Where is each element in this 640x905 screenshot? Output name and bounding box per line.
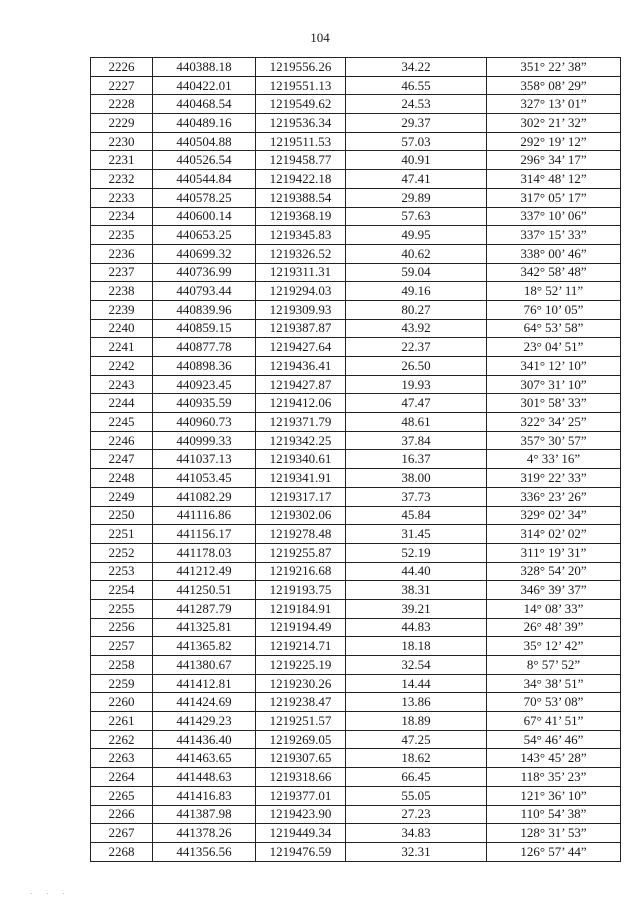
bearing-cell: 54° 46’ 46” (487, 730, 621, 749)
distance-cell: 43.92 (346, 319, 487, 338)
x-coordinate-cell: 440578.25 (153, 188, 256, 207)
x-coordinate-cell: 440935.59 (153, 394, 256, 413)
y-coordinate-cell: 1219326.52 (256, 244, 346, 263)
bearing-cell: 126° 57’ 44” (487, 842, 621, 861)
distance-cell: 45.84 (346, 506, 487, 525)
y-coordinate-cell: 1219387.87 (256, 319, 346, 338)
y-coordinate-cell: 1219377.01 (256, 786, 346, 805)
distance-cell: 44.40 (346, 562, 487, 581)
point-number-cell: 2267 (91, 824, 153, 843)
y-coordinate-cell: 1219345.83 (256, 226, 346, 245)
x-coordinate-cell: 440859.15 (153, 319, 256, 338)
distance-cell: 40.62 (346, 244, 487, 263)
bearing-cell: 322° 34’ 25” (487, 413, 621, 432)
x-coordinate-cell: 441416.83 (153, 786, 256, 805)
table-row (91, 599, 621, 618)
x-coordinate-cell: 440793.44 (153, 282, 256, 301)
x-coordinate-cell: 440898.36 (153, 357, 256, 376)
y-coordinate-cell: 1219556.26 (256, 58, 346, 77)
distance-cell: 57.03 (346, 132, 487, 151)
y-coordinate-cell: 1219230.26 (256, 674, 346, 693)
x-coordinate-cell: 440653.25 (153, 226, 256, 245)
point-number-cell: 2258 (91, 656, 153, 675)
point-number-cell: 2253 (91, 562, 153, 581)
y-coordinate-cell: 1219368.19 (256, 207, 346, 226)
point-number-cell: 2243 (91, 375, 153, 394)
bearing-cell: 70° 53’ 08” (487, 693, 621, 712)
y-coordinate-cell: 1219342.25 (256, 431, 346, 450)
distance-cell: 34.22 (346, 58, 487, 77)
distance-cell: 34.83 (346, 824, 487, 843)
point-number-cell: 2229 (91, 114, 153, 133)
distance-cell: 22.37 (346, 338, 487, 357)
y-coordinate-cell: 1219311.31 (256, 263, 346, 282)
x-coordinate-cell: 441082.29 (153, 487, 256, 506)
table-row (91, 842, 621, 861)
y-coordinate-cell: 1219309.93 (256, 300, 346, 319)
bearing-cell: 337° 10’ 06” (487, 207, 621, 226)
y-coordinate-cell: 1219194.49 (256, 618, 346, 637)
bearing-cell: 64° 53’ 58” (487, 319, 621, 338)
y-coordinate-cell: 1219269.05 (256, 730, 346, 749)
point-number-cell: 2246 (91, 431, 153, 450)
y-coordinate-cell: 1219255.87 (256, 543, 346, 562)
x-coordinate-cell: 441037.13 (153, 450, 256, 469)
bearing-cell: 314° 48’ 12” (487, 170, 621, 189)
table-row (91, 132, 621, 151)
y-coordinate-cell: 1219458.77 (256, 151, 346, 170)
bearing-cell: 329° 02’ 34” (487, 506, 621, 525)
point-number-cell: 2244 (91, 394, 153, 413)
table-row (91, 207, 621, 226)
bearing-cell: 128° 31’ 53” (487, 824, 621, 843)
distance-cell: 47.47 (346, 394, 487, 413)
table-row (91, 768, 621, 787)
bearing-cell: 336° 23’ 26” (487, 487, 621, 506)
y-coordinate-cell: 1219294.03 (256, 282, 346, 301)
table-row (91, 300, 621, 319)
table-row (91, 693, 621, 712)
table-row (91, 394, 621, 413)
y-coordinate-cell: 1219436.41 (256, 357, 346, 376)
bearing-cell: 34° 38’ 51” (487, 674, 621, 693)
bearing-cell: 143° 45’ 28” (487, 749, 621, 768)
distance-cell: 32.31 (346, 842, 487, 861)
table-row (91, 114, 621, 133)
x-coordinate-cell: 440504.88 (153, 132, 256, 151)
x-coordinate-cell: 441287.79 (153, 599, 256, 618)
bearing-cell: 76° 10’ 05” (487, 300, 621, 319)
point-number-cell: 2255 (91, 599, 153, 618)
table-row (91, 170, 621, 189)
point-number-cell: 2233 (91, 188, 153, 207)
table-row (91, 338, 621, 357)
x-coordinate-cell: 440923.45 (153, 375, 256, 394)
point-number-cell: 2234 (91, 207, 153, 226)
y-coordinate-cell: 1219340.61 (256, 450, 346, 469)
distance-cell: 14.44 (346, 674, 487, 693)
distance-cell: 47.41 (346, 170, 487, 189)
bearing-cell: 341° 12’ 10” (487, 357, 621, 376)
point-number-cell: 2266 (91, 805, 153, 824)
x-coordinate-cell: 440839.96 (153, 300, 256, 319)
table-row (91, 431, 621, 450)
table-row (91, 637, 621, 656)
distance-cell: 38.00 (346, 469, 487, 488)
table-row (91, 282, 621, 301)
point-number-cell: 2261 (91, 712, 153, 731)
point-number-cell: 2264 (91, 768, 153, 787)
point-number-cell: 2251 (91, 525, 153, 544)
y-coordinate-cell: 1219184.91 (256, 599, 346, 618)
table-row (91, 450, 621, 469)
table-row (91, 319, 621, 338)
y-coordinate-cell: 1219476.59 (256, 842, 346, 861)
bearing-cell: 14° 08’ 33” (487, 599, 621, 618)
y-coordinate-cell: 1219427.87 (256, 375, 346, 394)
distance-cell: 18.18 (346, 637, 487, 656)
bearing-cell: 314° 02’ 02” (487, 525, 621, 544)
point-number-cell: 2238 (91, 282, 153, 301)
bearing-cell: 296° 34’ 17” (487, 151, 621, 170)
x-coordinate-cell: 441325.81 (153, 618, 256, 637)
x-coordinate-cell: 441212.49 (153, 562, 256, 581)
y-coordinate-cell: 1219371.79 (256, 413, 346, 432)
distance-cell: 32.54 (346, 656, 487, 675)
table-row (91, 824, 621, 843)
y-coordinate-cell: 1219551.13 (256, 76, 346, 95)
y-coordinate-cell: 1219412.06 (256, 394, 346, 413)
x-coordinate-cell: 440388.18 (153, 58, 256, 77)
distance-cell: 29.89 (346, 188, 487, 207)
point-number-cell: 2265 (91, 786, 153, 805)
bearing-cell: 23° 04’ 51” (487, 338, 621, 357)
distance-cell: 16.37 (346, 450, 487, 469)
bearing-cell: 118° 35’ 23” (487, 768, 621, 787)
point-number-cell: 2256 (91, 618, 153, 637)
x-coordinate-cell: 441053.45 (153, 469, 256, 488)
point-number-cell: 2260 (91, 693, 153, 712)
x-coordinate-cell: 441436.40 (153, 730, 256, 749)
bearing-cell: 357° 30’ 57” (487, 431, 621, 450)
x-coordinate-cell: 440422.01 (153, 76, 256, 95)
x-coordinate-cell: 441156.17 (153, 525, 256, 544)
distance-cell: 18.62 (346, 749, 487, 768)
bearing-cell: 328° 54’ 20” (487, 562, 621, 581)
table-row (91, 581, 621, 600)
point-number-cell: 2254 (91, 581, 153, 600)
point-number-cell: 2252 (91, 543, 153, 562)
y-coordinate-cell: 1219193.75 (256, 581, 346, 600)
distance-cell: 24.53 (346, 95, 487, 114)
scan-artifact-marks: · · · (30, 890, 71, 898)
distance-cell: 19.93 (346, 375, 487, 394)
y-coordinate-cell: 1219423.90 (256, 805, 346, 824)
table-row (91, 712, 621, 731)
table-row (91, 525, 621, 544)
point-number-cell: 2250 (91, 506, 153, 525)
x-coordinate-cell: 440468.54 (153, 95, 256, 114)
bearing-cell: 319° 22’ 33” (487, 469, 621, 488)
y-coordinate-cell: 1219278.48 (256, 525, 346, 544)
distance-cell: 37.73 (346, 487, 487, 506)
y-coordinate-cell: 1219317.17 (256, 487, 346, 506)
y-coordinate-cell: 1219225.19 (256, 656, 346, 675)
point-number-cell: 2242 (91, 357, 153, 376)
table-row (91, 487, 621, 506)
y-coordinate-cell: 1219549.62 (256, 95, 346, 114)
table-row (91, 543, 621, 562)
distance-cell: 48.61 (346, 413, 487, 432)
y-coordinate-cell: 1219238.47 (256, 693, 346, 712)
y-coordinate-cell: 1219214.71 (256, 637, 346, 656)
point-number-cell: 2231 (91, 151, 153, 170)
y-coordinate-cell: 1219449.34 (256, 824, 346, 843)
y-coordinate-cell: 1219216.68 (256, 562, 346, 581)
y-coordinate-cell: 1219388.54 (256, 188, 346, 207)
x-coordinate-cell: 441412.81 (153, 674, 256, 693)
table-row (91, 562, 621, 581)
y-coordinate-cell: 1219251.57 (256, 712, 346, 731)
table-row (91, 730, 621, 749)
x-coordinate-cell: 440960.73 (153, 413, 256, 432)
table-row (91, 786, 621, 805)
x-coordinate-cell: 441463.65 (153, 749, 256, 768)
point-number-cell: 2226 (91, 58, 153, 77)
x-coordinate-cell: 440877.78 (153, 338, 256, 357)
distance-cell: 27.23 (346, 805, 487, 824)
table-row (91, 244, 621, 263)
point-number-cell: 2241 (91, 338, 153, 357)
y-coordinate-cell: 1219318.66 (256, 768, 346, 787)
y-coordinate-cell: 1219341.91 (256, 469, 346, 488)
distance-cell: 37.84 (346, 431, 487, 450)
point-number-cell: 2268 (91, 842, 153, 861)
distance-cell: 66.45 (346, 768, 487, 787)
bearing-cell: 317° 05’ 17” (487, 188, 621, 207)
distance-cell: 80.27 (346, 300, 487, 319)
x-coordinate-cell: 441387.98 (153, 805, 256, 824)
x-coordinate-cell: 441429.23 (153, 712, 256, 731)
table-row (91, 749, 621, 768)
y-coordinate-cell: 1219422.18 (256, 170, 346, 189)
point-number-cell: 2227 (91, 76, 153, 95)
bearing-cell: 292° 19’ 12” (487, 132, 621, 151)
x-coordinate-cell: 441380.67 (153, 656, 256, 675)
point-number-cell: 2236 (91, 244, 153, 263)
point-number-cell: 2240 (91, 319, 153, 338)
distance-cell: 18.89 (346, 712, 487, 731)
x-coordinate-cell: 441424.69 (153, 693, 256, 712)
table-row (91, 263, 621, 282)
point-number-cell: 2257 (91, 637, 153, 656)
distance-cell: 49.95 (346, 226, 487, 245)
bearing-cell: 327° 13’ 01” (487, 95, 621, 114)
table-row (91, 58, 621, 77)
bearing-cell: 18° 52’ 11” (487, 282, 621, 301)
table-row (91, 805, 621, 824)
x-coordinate-cell: 440526.54 (153, 151, 256, 170)
distance-cell: 29.37 (346, 114, 487, 133)
table-row (91, 618, 621, 637)
bearing-cell: 346° 39’ 37” (487, 581, 621, 600)
distance-cell: 52.19 (346, 543, 487, 562)
x-coordinate-cell: 440699.32 (153, 244, 256, 263)
point-number-cell: 2230 (91, 132, 153, 151)
point-number-cell: 2245 (91, 413, 153, 432)
x-coordinate-cell: 441250.51 (153, 581, 256, 600)
x-coordinate-cell: 440544.84 (153, 170, 256, 189)
bearing-cell: 4° 33’ 16” (487, 450, 621, 469)
y-coordinate-cell: 1219302.06 (256, 506, 346, 525)
point-number-cell: 2262 (91, 730, 153, 749)
y-coordinate-cell: 1219307.65 (256, 749, 346, 768)
table-row (91, 226, 621, 245)
coordinates-table (90, 57, 621, 862)
table-row (91, 151, 621, 170)
bearing-cell: 338° 00’ 46” (487, 244, 621, 263)
table-row (91, 469, 621, 488)
distance-cell: 44.83 (346, 618, 487, 637)
bearing-cell: 110° 54’ 38” (487, 805, 621, 824)
bearing-cell: 342° 58’ 48” (487, 263, 621, 282)
x-coordinate-cell: 441448.63 (153, 768, 256, 787)
distance-cell: 39.21 (346, 599, 487, 618)
point-number-cell: 2247 (91, 450, 153, 469)
x-coordinate-cell: 441116.86 (153, 506, 256, 525)
y-coordinate-cell: 1219427.64 (256, 338, 346, 357)
table-row (91, 413, 621, 432)
point-number-cell: 2263 (91, 749, 153, 768)
x-coordinate-cell: 440999.33 (153, 431, 256, 450)
table-row (91, 95, 621, 114)
bearing-cell: 35° 12’ 42” (487, 637, 621, 656)
point-number-cell: 2232 (91, 170, 153, 189)
distance-cell: 59.04 (346, 263, 487, 282)
point-number-cell: 2249 (91, 487, 153, 506)
distance-cell: 40.91 (346, 151, 487, 170)
bearing-cell: 67° 41’ 51” (487, 712, 621, 731)
distance-cell: 46.55 (346, 76, 487, 95)
x-coordinate-cell: 440489.16 (153, 114, 256, 133)
distance-cell: 26.50 (346, 357, 487, 376)
coordinates-table-body (91, 58, 621, 862)
bearing-cell: 302° 21’ 32” (487, 114, 621, 133)
point-number-cell: 2228 (91, 95, 153, 114)
x-coordinate-cell: 441178.03 (153, 543, 256, 562)
page-number: 104 (310, 30, 330, 45)
distance-cell: 57.63 (346, 207, 487, 226)
y-coordinate-cell: 1219511.53 (256, 132, 346, 151)
point-number-cell: 2259 (91, 674, 153, 693)
x-coordinate-cell: 441378.26 (153, 824, 256, 843)
y-coordinate-cell: 1219536.34 (256, 114, 346, 133)
table-row (91, 656, 621, 675)
bearing-cell: 311° 19’ 31” (487, 543, 621, 562)
bearing-cell: 358° 08’ 29” (487, 76, 621, 95)
bearing-cell: 121° 36’ 10” (487, 786, 621, 805)
x-coordinate-cell: 440600.14 (153, 207, 256, 226)
point-number-cell: 2237 (91, 263, 153, 282)
point-number-cell: 2239 (91, 300, 153, 319)
distance-cell: 47.25 (346, 730, 487, 749)
bearing-cell: 26° 48’ 39” (487, 618, 621, 637)
point-number-cell: 2248 (91, 469, 153, 488)
distance-cell: 49.16 (346, 282, 487, 301)
table-row (91, 674, 621, 693)
distance-cell: 31.45 (346, 525, 487, 544)
table-row (91, 375, 621, 394)
bearing-cell: 337° 15’ 33” (487, 226, 621, 245)
table-row (91, 506, 621, 525)
table-row (91, 188, 621, 207)
distance-cell: 38.31 (346, 581, 487, 600)
bearing-cell: 8° 57’ 52” (487, 656, 621, 675)
bearing-cell: 307° 31’ 10” (487, 375, 621, 394)
bearing-cell: 301° 58’ 33” (487, 394, 621, 413)
table-row (91, 76, 621, 95)
x-coordinate-cell: 441356.56 (153, 842, 256, 861)
distance-cell: 55.05 (346, 786, 487, 805)
distance-cell: 13.86 (346, 693, 487, 712)
point-number-cell: 2235 (91, 226, 153, 245)
x-coordinate-cell: 440736.99 (153, 263, 256, 282)
bearing-cell: 351° 22’ 38” (487, 58, 621, 77)
table-row (91, 357, 621, 376)
x-coordinate-cell: 441365.82 (153, 637, 256, 656)
